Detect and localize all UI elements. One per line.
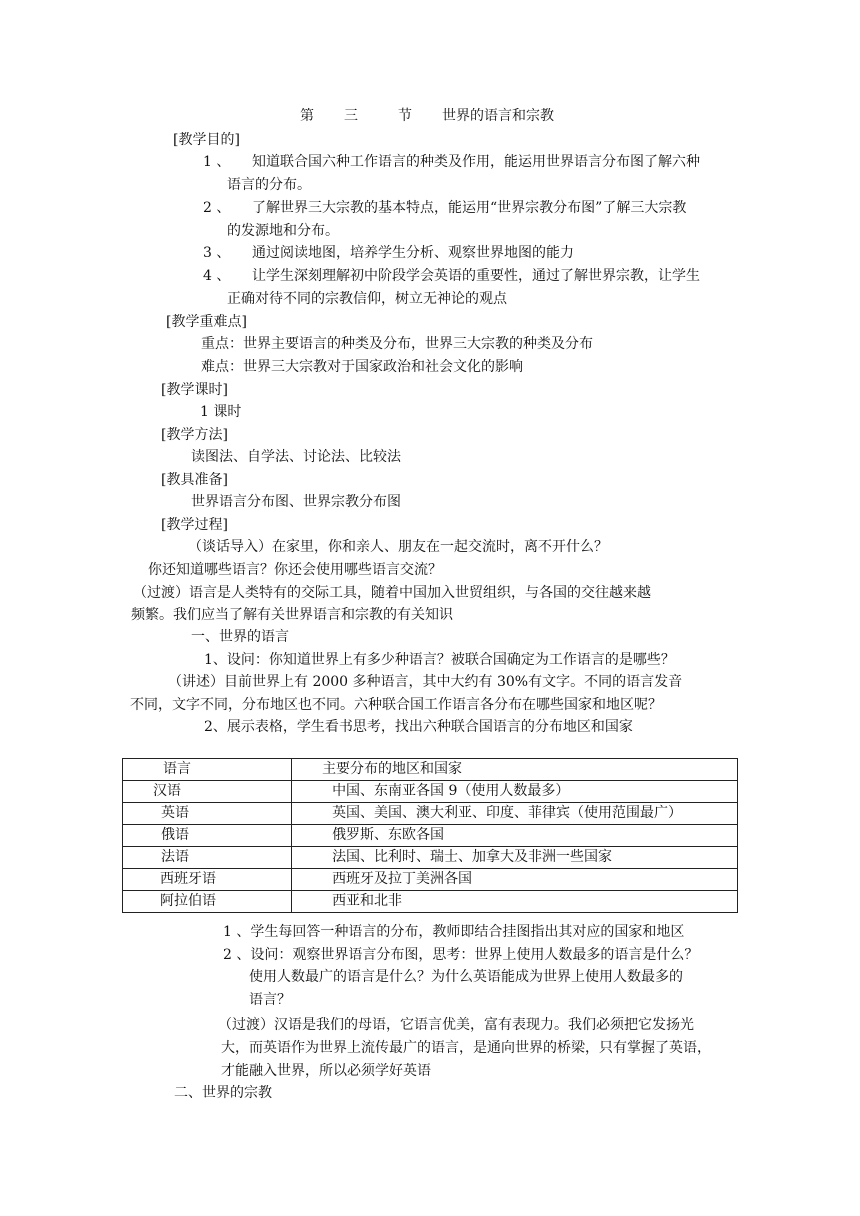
tools-heading: [教具准备] <box>161 472 228 488</box>
objective-4-number: 4 、 <box>203 268 231 284</box>
title-part-3: 节 <box>398 108 412 124</box>
keypoint-text: 重点：世界主要语言的种类及分布，世界三大宗教的种类及分布 <box>201 336 593 352</box>
objective-3-number: 3 、 <box>203 245 231 261</box>
table-cell-distribution: 西班牙及拉丁美洲各国 <box>292 869 738 891</box>
part-2-heading: 二、世界的宗教 <box>174 1085 272 1101</box>
after-table-point-2-line-3: 语言？ <box>249 992 291 1008</box>
question-2: 2、展示表格，学生看书思考，找出六种联合国语言的分布地区和国家 <box>204 719 633 735</box>
transition-2-line-2: 大，而英语作为世界上流传最广的语言，是通向世界的桥梁，只有掌握了英语， <box>221 1040 711 1056</box>
table-cell-language: 英语 <box>123 803 292 825</box>
question-1: 1、设问：你知道世界上有多少种语言？被联合国确定为工作语言的是哪些？ <box>204 652 675 668</box>
intro-line-2: 你还知道哪些语言？你还会使用哪些语言交流？ <box>148 562 442 578</box>
table-row <box>123 825 738 847</box>
table-cell-language: 西班牙语 <box>123 869 292 891</box>
title-part-4: 世界的语言和宗教 <box>442 108 554 124</box>
table-header-distribution: 主要分布的地区和国家 <box>292 759 738 781</box>
keypoints-heading: [教学重难点] <box>166 314 247 330</box>
language-distribution-table <box>122 758 738 913</box>
title-part-1: 第 <box>300 108 314 124</box>
objective-1-number: 1 、 <box>203 154 231 170</box>
hours-text: 1 课时 <box>200 404 242 420</box>
title-part-2: 三 <box>344 108 358 124</box>
table-row <box>123 847 738 869</box>
objective-4-line-1: 让学生深刻理解初中阶段学会英语的重要性，通过了解世界宗教，让学生 <box>252 268 700 284</box>
tools-text: 世界语言分布图、世界宗教分布图 <box>191 494 401 510</box>
objective-1-line-1: 知道联合国六种工作语言的种类及作用，能运用世界语言分布图了解六种 <box>252 154 700 170</box>
transition-1-line-1: （过渡）语言是人类特有的交际工具，随着中国加入世贸组织，与各国的交往越来越 <box>133 585 651 601</box>
table-cell-language: 汉语 <box>123 781 292 803</box>
transition-2-line-3: 才能融入世界，所以必须学好英语 <box>221 1063 431 1079</box>
table-cell-distribution: 俄罗斯、东欧各国 <box>292 825 738 847</box>
table-cell-language: 阿拉伯语 <box>123 891 292 913</box>
objectives-heading: [教学目的] <box>173 132 240 148</box>
lecture-line-2: 不同，文字不同，分布地区也不同。六种联合国工作语言各分布在哪些国家和地区呢？ <box>130 697 662 713</box>
transition-1-line-2: 频繁。我们应当了解有关世界语言和宗教的有关知识 <box>131 607 453 623</box>
table-row <box>123 803 738 825</box>
table-cell-distribution: 西亚和北非 <box>292 891 738 913</box>
table-header-language: 语言 <box>123 759 292 781</box>
objective-3-line-1: 通过阅读地图，培养学生分析、观察世界地图的能力 <box>252 245 574 261</box>
table-row <box>123 869 738 891</box>
intro-line-1: （谈话导入）在家里，你和亲人、朋友在一起交流时，离不开什么？ <box>188 539 608 555</box>
hours-heading: [教学课时] <box>161 382 228 398</box>
table-header-row <box>123 759 738 781</box>
after-table-point-1: 1 、学生每回答一种语言的分布，教师即结合挂图指出其对应的国家和地区 <box>223 924 685 940</box>
table-row <box>123 781 738 803</box>
after-table-point-2-line-2: 使用人数最广的语言是什么？为什么英语能成为世界上使用人数最多的 <box>249 969 683 985</box>
objective-2-number: 2 、 <box>203 200 231 216</box>
process-heading: [教学过程] <box>161 517 228 533</box>
objective-4-line-2: 正确对待不同的宗教信仰，树立无神论的观点 <box>227 291 507 307</box>
table-row <box>123 891 738 913</box>
table-cell-language: 法语 <box>123 847 292 869</box>
objective-2-line-2: 的发源地和分布。 <box>227 223 339 239</box>
page-title <box>300 106 554 126</box>
difficulty-text: 难点：世界三大宗教对于国家政治和社会文化的影响 <box>201 359 523 375</box>
table-cell-language: 俄语 <box>123 825 292 847</box>
objective-2-line-1: 了解世界三大宗教的基本特点，能运用“世界宗教分布图”了解三大宗教 <box>252 200 687 216</box>
part-1-heading: 一、世界的语言 <box>191 629 289 645</box>
methods-heading: [教学方法] <box>161 427 228 443</box>
transition-2-line-1: （过渡）汉语是我们的母语，它语言优美，富有表现力。我们必须把它发扬光 <box>218 1017 694 1033</box>
lecture-line-1: （讲述）目前世界上有 2000 多种语言，其中大约有 30%有文字。不同的语言发音 <box>168 674 683 690</box>
objective-1-line-2: 语言的分布。 <box>227 177 311 193</box>
table-cell-distribution: 中国、东南亚各国 9（使用人数最多） <box>292 781 738 803</box>
methods-text: 读图法、自学法、讨论法、比较法 <box>191 449 401 465</box>
table-cell-distribution: 英国、美国、澳大利亚、印度、菲律宾（使用范围最广） <box>292 803 738 825</box>
table-cell-distribution: 法国、比利时、瑞士、加拿大及非洲一些国家 <box>292 847 738 869</box>
after-table-point-2-line-1: 2 、设问：观察世界语言分布图，思考：世界上使用人数最多的语言是什么？ <box>223 947 699 963</box>
